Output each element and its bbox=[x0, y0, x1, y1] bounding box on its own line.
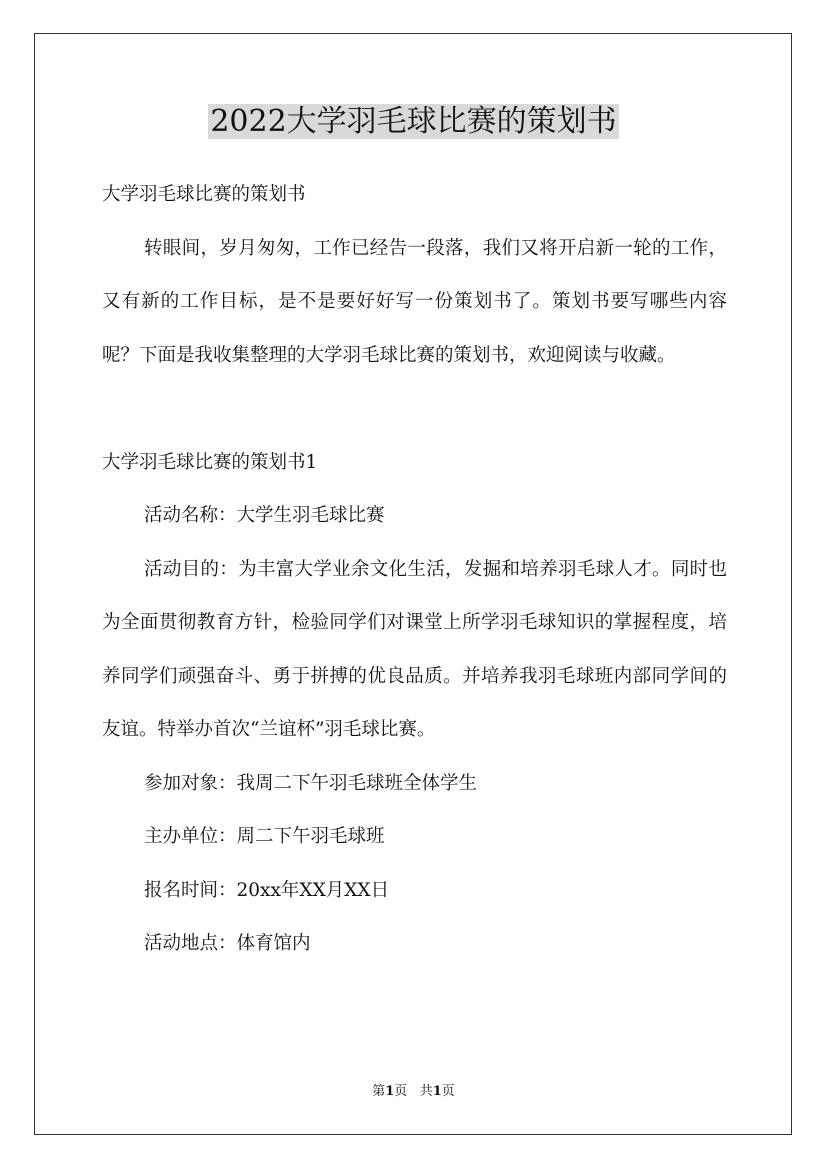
document-subtitle: 大学羽毛球比赛的策划书 bbox=[102, 184, 306, 205]
participants: 参加对象：我周二下午羽毛球班全体学生 bbox=[144, 772, 478, 794]
total-label-prefix: 共 bbox=[419, 1084, 433, 1099]
registration-time: 报名时间：20xx年XX月XX日 bbox=[144, 879, 390, 901]
paragraph-gap bbox=[102, 382, 727, 436]
intro-paragraph: 转眼间，岁月匆匆，工作已经告一段落，我们又将开启新一轮的工作，又有新的工作目标，是不是要好好写一份策划书了。策划书要写哪些内容呢？下面是我收集整理的大学羽毛球比赛的策划书，欢迎阅读与收藏。 bbox=[102, 237, 727, 366]
total-label-suffix: 页 bbox=[441, 1084, 455, 1099]
activity-location: 活动地点：体育馆内 bbox=[144, 933, 311, 954]
page-label-prefix: 第 bbox=[372, 1084, 386, 1099]
document-body bbox=[102, 168, 727, 971]
document-title bbox=[0, 101, 827, 143]
activity-name: 活动名称：大学生羽毛球比赛 bbox=[144, 505, 385, 526]
activity-purpose: 活动目的：为丰富大学业余文化生活，发掘和培养羽毛球人才。同时也为全面贯彻教育方针，检验同学们对课堂上所学羽毛球知识的掌握程度，培养同学们顽强奋斗、勇于拼搏的优良品质。并培养我羽毛球班内部同学间的友谊。特举办首次“兰谊杯”羽毛球比赛。 bbox=[102, 558, 727, 740]
document-title-text: 2022大学羽毛球比赛的策划书 bbox=[210, 104, 617, 139]
page-label-suffix: 页 bbox=[394, 1084, 408, 1099]
total-pages: 1 bbox=[432, 1084, 442, 1099]
section-heading: 大学羽毛球比赛的策划书1 bbox=[102, 451, 318, 473]
page-footer bbox=[0, 1083, 827, 1101]
page-number: 1 bbox=[385, 1084, 395, 1099]
organizer: 主办单位：周二下午羽毛球班 bbox=[144, 826, 385, 847]
